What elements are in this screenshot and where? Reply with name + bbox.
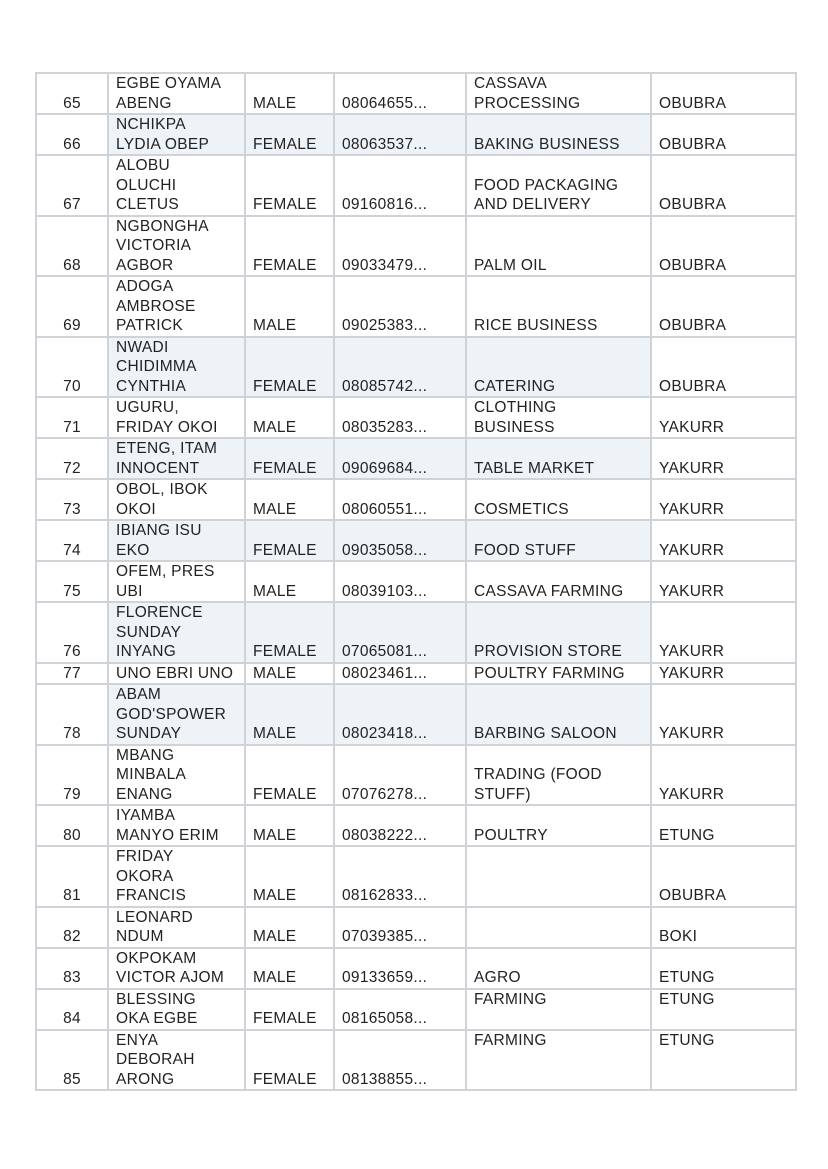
table-row: [36, 337, 796, 398]
business-cell: TABLE MARKET: [466, 438, 651, 479]
phone-cell: 09160816...: [334, 155, 466, 216]
phone-cell: 07076278...: [334, 745, 466, 806]
lga-cell: OBUBRA: [651, 73, 796, 114]
phone-cell: 08023418...: [334, 684, 466, 745]
serial-number-cell: 69: [36, 276, 108, 337]
gender-cell: FEMALE: [245, 438, 334, 479]
table-row: [36, 216, 796, 277]
gender-cell: MALE: [245, 276, 334, 337]
business-cell: POULTRY FARMING: [466, 663, 651, 685]
business-cell: CASSAVA FARMING: [466, 561, 651, 602]
name-cell: NWADI CHIDIMMA CYNTHIA: [108, 337, 245, 398]
serial-number-cell: 74: [36, 520, 108, 561]
serial-number-cell: 75: [36, 561, 108, 602]
business-cell: [466, 907, 651, 948]
business-cell: [466, 846, 651, 907]
gender-cell: MALE: [245, 805, 334, 846]
phone-cell: 09069684...: [334, 438, 466, 479]
name-cell: ALOBU OLUCHI CLETUS: [108, 155, 245, 216]
gender-cell: MALE: [245, 907, 334, 948]
table-row: [36, 438, 796, 479]
gender-cell: FEMALE: [245, 520, 334, 561]
table-row: [36, 520, 796, 561]
table-row: [36, 561, 796, 602]
serial-number-cell: 72: [36, 438, 108, 479]
phone-cell: 09033479...: [334, 216, 466, 277]
name-cell: FLORENCE SUNDAY INYANG: [108, 602, 245, 663]
phone-cell: 09025383...: [334, 276, 466, 337]
table-row: [36, 805, 796, 846]
name-cell: ADOGA AMBROSE PATRICK: [108, 276, 245, 337]
table-row: [36, 479, 796, 520]
phone-cell: 08165058...: [334, 989, 466, 1030]
phone-cell: 08038222...: [334, 805, 466, 846]
name-cell: FRIDAY OKORA FRANCIS: [108, 846, 245, 907]
gender-cell: MALE: [245, 397, 334, 438]
gender-cell: FEMALE: [245, 337, 334, 398]
gender-cell: MALE: [245, 663, 334, 685]
name-cell: UNO EBRI UNO: [108, 663, 245, 685]
gender-cell: FEMALE: [245, 745, 334, 806]
business-cell: CLOTHING BUSINESS: [466, 397, 651, 438]
serial-number-cell: 80: [36, 805, 108, 846]
name-cell: OFEM, PRES UBI: [108, 561, 245, 602]
business-cell: BARBING SALOON: [466, 684, 651, 745]
lga-cell: ETUNG: [651, 948, 796, 989]
lga-cell: YAKURR: [651, 745, 796, 806]
lga-cell: BOKI: [651, 907, 796, 948]
name-cell: ENYA DEBORAH ARONG: [108, 1030, 245, 1091]
serial-number-cell: 65: [36, 73, 108, 114]
phone-cell: 08039103...: [334, 561, 466, 602]
table-body: [36, 73, 796, 1090]
name-cell: OKPOKAM VICTOR AJOM: [108, 948, 245, 989]
phone-cell: 09035058...: [334, 520, 466, 561]
gender-cell: MALE: [245, 73, 334, 114]
business-cell: TRADING (FOOD STUFF): [466, 745, 651, 806]
name-cell: ABAM GOD'SPOWER SUNDAY: [108, 684, 245, 745]
lga-cell: YAKURR: [651, 397, 796, 438]
phone-cell: 08060551...: [334, 479, 466, 520]
gender-cell: MALE: [245, 561, 334, 602]
table-row: [36, 602, 796, 663]
table-row: [36, 989, 796, 1030]
gender-cell: FEMALE: [245, 1030, 334, 1091]
business-cell: BAKING BUSINESS: [466, 114, 651, 155]
name-cell: LEONARD NDUM: [108, 907, 245, 948]
serial-number-cell: 84: [36, 989, 108, 1030]
name-cell: NCHIKPA LYDIA OBEP: [108, 114, 245, 155]
name-cell: EGBE OYAMA ABENG: [108, 73, 245, 114]
lga-cell: YAKURR: [651, 520, 796, 561]
gender-cell: FEMALE: [245, 114, 334, 155]
business-cell: FARMING: [466, 989, 651, 1030]
name-cell: IYAMBA MANYO ERIM: [108, 805, 245, 846]
gender-cell: FEMALE: [245, 155, 334, 216]
name-cell: ETENG, ITAM INNOCENT: [108, 438, 245, 479]
gender-cell: MALE: [245, 846, 334, 907]
business-cell: CASSAVA PROCESSING: [466, 73, 651, 114]
lga-cell: ETUNG: [651, 989, 796, 1030]
phone-cell: 07039385...: [334, 907, 466, 948]
phone-cell: 08162833...: [334, 846, 466, 907]
gender-cell: MALE: [245, 684, 334, 745]
serial-number-cell: 76: [36, 602, 108, 663]
table-row: [36, 684, 796, 745]
lga-cell: YAKURR: [651, 479, 796, 520]
gender-cell: FEMALE: [245, 602, 334, 663]
serial-number-cell: 71: [36, 397, 108, 438]
beneficiaries-table: [35, 72, 797, 1091]
name-cell: BLESSING OKA EGBE: [108, 989, 245, 1030]
business-cell: POULTRY: [466, 805, 651, 846]
table-row: [36, 276, 796, 337]
lga-cell: YAKURR: [651, 561, 796, 602]
lga-cell: OBUBRA: [651, 216, 796, 277]
serial-number-cell: 73: [36, 479, 108, 520]
lga-cell: OBUBRA: [651, 337, 796, 398]
business-cell: PROVISION STORE: [466, 602, 651, 663]
name-cell: OBOL, IBOK OKOI: [108, 479, 245, 520]
phone-cell: 08085742...: [334, 337, 466, 398]
phone-cell: 09133659...: [334, 948, 466, 989]
lga-cell: YAKURR: [651, 438, 796, 479]
business-cell: PALM OIL: [466, 216, 651, 277]
gender-cell: MALE: [245, 948, 334, 989]
business-cell: AGRO: [466, 948, 651, 989]
business-cell: FOOD PACKAGING AND DELIVERY: [466, 155, 651, 216]
table-row: [36, 397, 796, 438]
lga-cell: OBUBRA: [651, 114, 796, 155]
serial-number-cell: 85: [36, 1030, 108, 1091]
lga-cell: OBUBRA: [651, 276, 796, 337]
lga-cell: OBUBRA: [651, 846, 796, 907]
table-row: [36, 73, 796, 114]
serial-number-cell: 70: [36, 337, 108, 398]
serial-number-cell: 81: [36, 846, 108, 907]
table-row: [36, 745, 796, 806]
table-row: [36, 155, 796, 216]
gender-cell: FEMALE: [245, 216, 334, 277]
serial-number-cell: 79: [36, 745, 108, 806]
serial-number-cell: 68: [36, 216, 108, 277]
table-row: [36, 663, 796, 685]
lga-cell: YAKURR: [651, 684, 796, 745]
lga-cell: OBUBRA: [651, 155, 796, 216]
serial-number-cell: 66: [36, 114, 108, 155]
gender-cell: MALE: [245, 479, 334, 520]
phone-cell: 07065081...: [334, 602, 466, 663]
phone-cell: 08023461...: [334, 663, 466, 685]
name-cell: UGURU, FRIDAY OKOI: [108, 397, 245, 438]
phone-cell: 08035283...: [334, 397, 466, 438]
phone-cell: 08064655...: [334, 73, 466, 114]
lga-cell: YAKURR: [651, 663, 796, 685]
table-row: [36, 1030, 796, 1091]
business-cell: FARMING: [466, 1030, 651, 1091]
serial-number-cell: 78: [36, 684, 108, 745]
business-cell: COSMETICS: [466, 479, 651, 520]
table-row: [36, 907, 796, 948]
serial-number-cell: 83: [36, 948, 108, 989]
business-cell: RICE BUSINESS: [466, 276, 651, 337]
name-cell: IBIANG ISU EKO: [108, 520, 245, 561]
lga-cell: ETUNG: [651, 805, 796, 846]
business-cell: FOOD STUFF: [466, 520, 651, 561]
lga-cell: YAKURR: [651, 602, 796, 663]
serial-number-cell: 82: [36, 907, 108, 948]
name-cell: NGBONGHA VICTORIA AGBOR: [108, 216, 245, 277]
serial-number-cell: 67: [36, 155, 108, 216]
name-cell: MBANG MINBALA ENANG: [108, 745, 245, 806]
phone-cell: 08138855...: [334, 1030, 466, 1091]
table-row: [36, 948, 796, 989]
table-row: [36, 846, 796, 907]
gender-cell: FEMALE: [245, 989, 334, 1030]
lga-cell: ETUNG: [651, 1030, 796, 1091]
business-cell: CATERING: [466, 337, 651, 398]
table-row: [36, 114, 796, 155]
phone-cell: 08063537...: [334, 114, 466, 155]
serial-number-cell: 77: [36, 663, 108, 685]
